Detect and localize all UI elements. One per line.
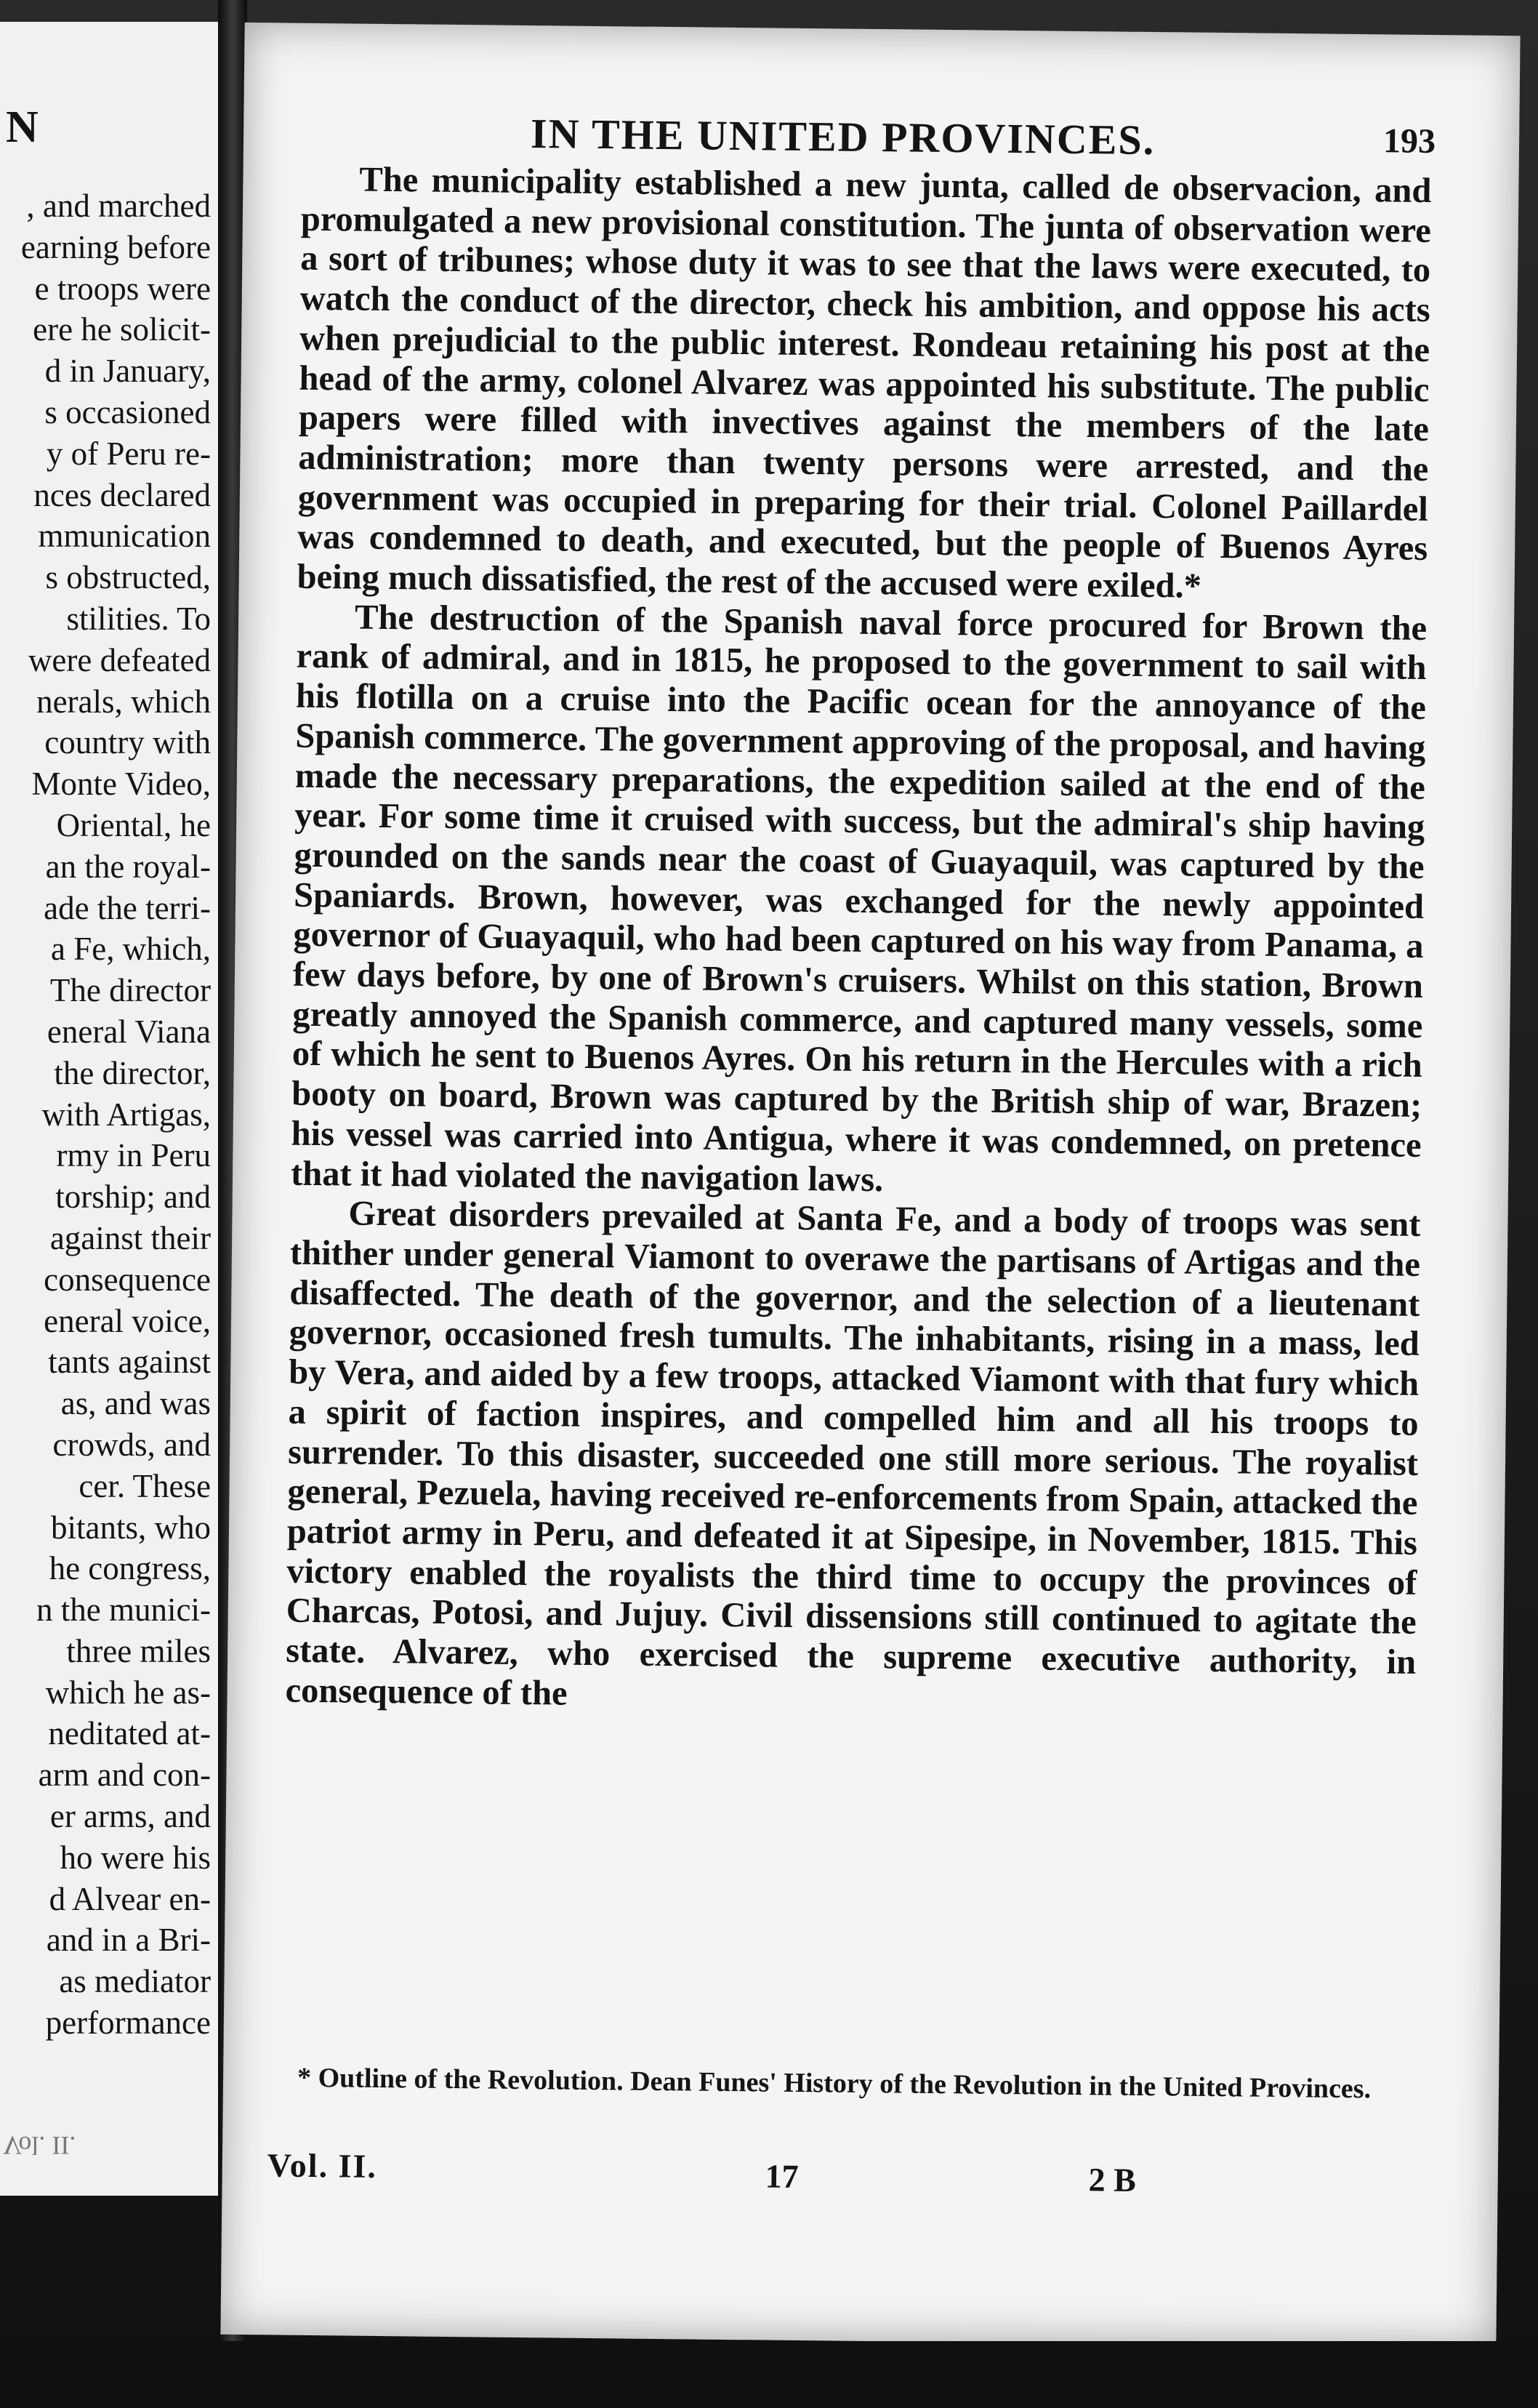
facing-page-line: an the royal- [45,848,211,885]
signature-number: 17 [765,2157,799,2196]
facing-page-line: performance [45,2004,211,2042]
facing-page-line: arm and con- [38,1757,211,1794]
facing-page-line: s occasioned [44,393,211,430]
footnote [268,2062,1406,2104]
facing-page-line: n the munici- [36,1592,211,1629]
facing-page-line: nces declared [33,476,211,513]
facing-page-line: Oriental, he [56,806,211,843]
facing-page-line: ere he solicit- [33,311,211,348]
facing-page-line: y of Peru re- [46,435,211,472]
facing-page-line: a Fe, which, [51,931,211,968]
facing-page-line: torship; and [55,1179,211,1216]
signature-mark: 2 B [1088,2161,1137,2199]
facing-page-line: and in a Bri- [46,1922,211,1959]
facing-page-line: he congress, [49,1550,211,1587]
scan-bottom-shadow [0,2341,1538,2408]
facing-page-line: s obstructed, [45,559,211,596]
volume-mark: Vol. II. [267,2146,378,2185]
body-text [285,160,1431,1723]
facing-page-line: eneral voice, [44,1302,211,1339]
facing-page-line: e troops were [34,270,211,307]
running-head [243,106,1519,164]
book-page [220,23,1520,2348]
paragraph-brown: The destruction of the Spanish naval force procured for Brown the rank of admiral, and in 1815, he proposed to the government to sail with his flotilla on a cruise into the Pacific ocean for the annoyance of the Spanish commerce. The government approving of the proposal, and having made the necessary preparations, the expedition sailed at the end of the year. For some time it cruised with success, but the admiral's ship having grounded on the sands near the coast of Guayaquil, was captured by the Spaniards. Brown, however, was exchanged for the newly appointed governor of Guayaquil, who had been captured on his way from Panama, a few days before, by one of Brown's cruisers. Whilst on this station, Brown greatly annoyed the Spanish commerce, and captured many vessels, some of which he sent to Buenos Ayres. On his return in the Hercules with a rich booty on board, Brown was captured by the British ship of war, Brazen; his vessel was carried into Antigua, where it was condemned, on pretence that it had violated the navigation laws. [290,598,1428,1199]
page-number: 193 [1382,121,1436,161]
facing-page-line: three miles [66,1632,211,1669]
facing-page-line: bitants, who [51,1509,211,1546]
facing-page-line: against their [49,1219,211,1256]
facing-page-line: eneral Viana [47,1013,211,1050]
facing-page-line: crowds, and [52,1426,211,1463]
facing-page-line: with Artigas, [41,1096,211,1133]
footnote-text: * Outline of the Revolution. Dean Funes' History of the Revolution in the United Provinces. [297,2062,1372,2105]
facing-page-line: were defeated [28,641,211,678]
facing-page-line: Monte Video, [31,766,211,803]
facing-page-line: ade the terri- [44,889,211,926]
facing-page-line: d Alvear en- [49,1880,211,1917]
facing-page-line: ho were his [60,1839,211,1876]
facing-page-line: rmy in Peru [56,1137,211,1174]
facing-page-line: consequence [44,1261,211,1298]
facing-page-line: d in January, [44,353,211,390]
facing-page-line: as, and was [60,1385,211,1422]
facing-page-line: country with [44,724,211,761]
paragraph-junta: The municipality established a new junta, called de observacion, and promulgated a new provisional constitution. The junta of observation were a sort of tribunes; whose duty it was to see that the laws were executed, to watch the conduct of the director, check his ambition, and oppose his acts when prejudicial to the public interest. Rondeau retaining his post at the head of the army, colonel Alvarez was appointed his substitute. The public papers were filled with invectives against the members of the late administration; more than twenty persons were arrested, and the government was occupied in preparing for their trial. Colonel Paillardel was condemned to death, and executed, but the people of Buenos Ayres being much dissatisfied, the rest of the accused were exiled.* [297,160,1432,606]
facing-page-line: earning before [20,228,211,265]
facing-page-line: , and marched [26,188,211,224]
facing-page-line: the director, [54,1054,211,1091]
facing-page-line: neditated at- [48,1715,211,1752]
facing-page-line: The director [49,972,211,1009]
facing-page-header: N [6,103,39,152]
facing-page-line: er arms, and [49,1798,211,1835]
facing-page-line: cer. These [78,1467,211,1504]
facing-page-line: stilities. To [66,600,211,637]
facing-page-footer: Vol. II. [3,2131,76,2160]
facing-page-line: as mediator [59,1963,211,2000]
facing-page-line: tants against [48,1344,211,1381]
facing-page-line: which he as- [45,1674,211,1711]
facing-page-line: nerals, which [36,683,211,720]
facing-page-fragment [0,22,218,2196]
facing-page-line: mmunication [38,518,211,555]
signature-line [267,2146,1405,2201]
facing-page-text [0,185,211,2044]
running-title: IN THE UNITED PROVINCES. [530,110,1156,164]
paragraph-santa-fe: Great disorders prevailed at Santa Fe, and a body of troops was sent thither under general Viamont to overawe the partisans of Artigas and the disaffected. The death of the governor, and the selection of a lieutenant governor, occasioned fresh tumults. The inhabitants, rising in a mass, led by Vera, and aided by a few troops, attacked Viamont with that fury which a spirit of faction inspires, and compelled him and all his troops to surrender. To this disaster, succeeded one still more serious. The royalist general, Pezuela, having received re-enforcements from Spain, attacked the patriot army in Peru, and defeated it at Sipesipe, in November, 1815. This victory enabled the royalists the third time to occupy the provinces of Charcas, Potosi, and Jujuy. Civil dissensions still continued to agitate the state. Alvarez, who exercised the supreme executive authority, in consequence of the [285,1194,1421,1713]
